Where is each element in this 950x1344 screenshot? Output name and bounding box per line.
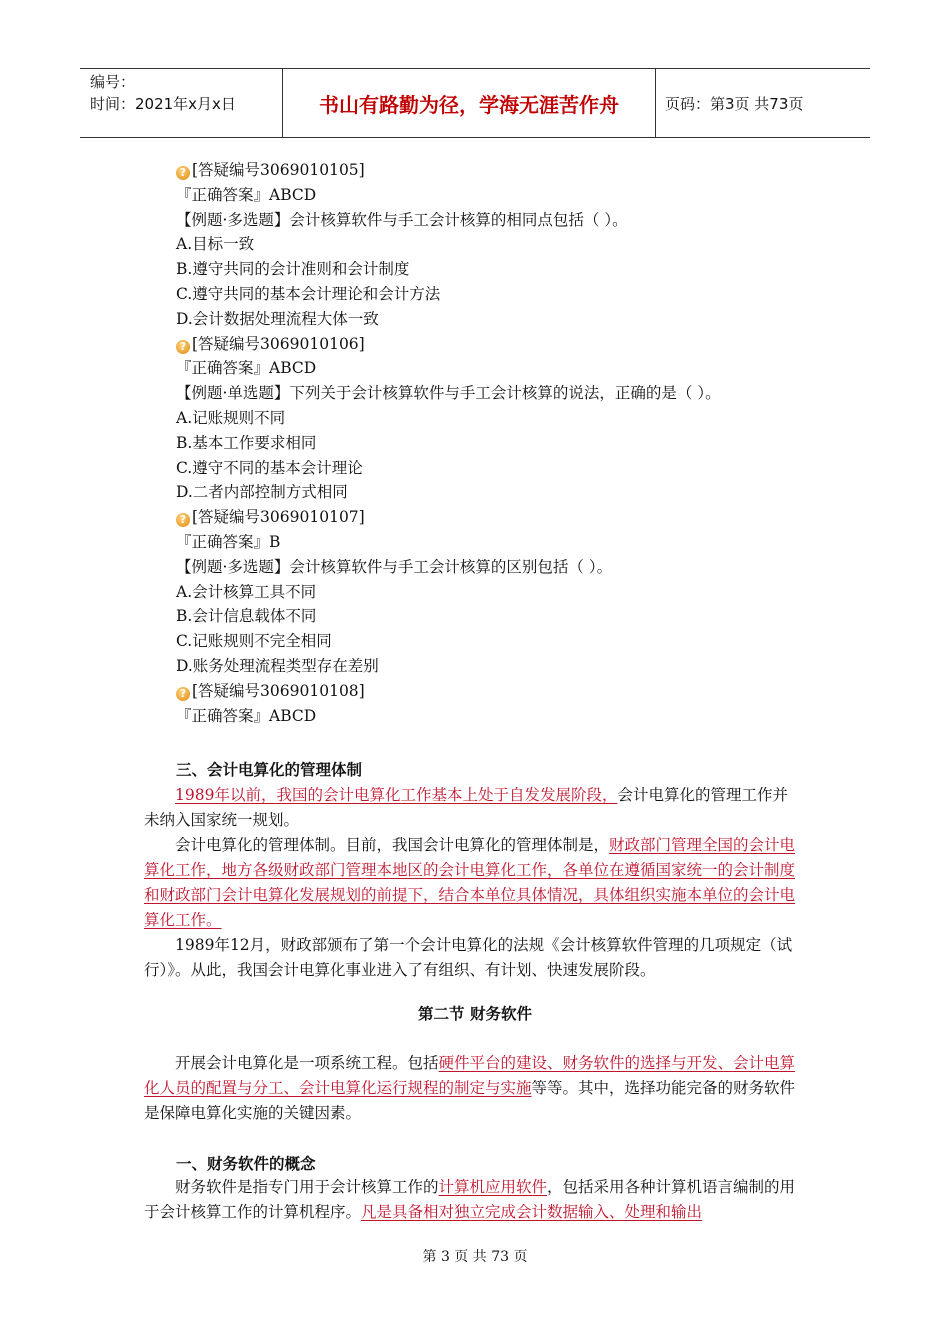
question-line	[176, 456, 816, 481]
question-line	[176, 183, 816, 208]
question-mark-icon[interactable]: ?	[176, 166, 190, 180]
question-mark-icon[interactable]: ?	[176, 687, 190, 701]
underlined-text: 财政部门管理全国的会计电算化工作，地方各级财政部门管理本地区的会计电算化工作，各单位在遵循国家统一的会计制度和财政部门会计电算化发展规划的前提下，结合本单位具体情况，具体组织实施本单位的会计电算化工作。	[144, 836, 796, 929]
question-line	[176, 257, 816, 282]
line-text: C.遵守不同的基本会计理论	[176, 458, 363, 477]
line-text: 【例题·单选题】下列关于会计核算软件与手工会计核算的说法，正确的是（ ）。	[176, 384, 721, 403]
question-line	[176, 654, 816, 679]
line-text: D.二者内部控制方式相同	[176, 483, 348, 502]
question-line	[176, 530, 816, 555]
text: 等等。其中，选择功能完备的财务软件是保障电算化实施的关键因素。	[144, 1079, 796, 1122]
text: 财务软件是指专门用于会计核算工作的	[175, 1178, 439, 1196]
question-line	[176, 480, 816, 505]
line-text: 『正确答案』ABCD	[176, 706, 317, 725]
question-line	[176, 232, 816, 257]
paragraph	[144, 833, 800, 933]
underlined-text: 硬件平台的建设、财务软件的选择与开发、会计电算化人员的配置与分工、会计电算化运行规程的制定与实施	[144, 1054, 796, 1097]
line-text: B.会计信息载体不同	[176, 607, 317, 626]
text: 会计电算化的管理体制。目前，我国会计电算化的管理体制是，	[175, 836, 610, 854]
line-text: A.会计核算工具不同	[176, 582, 317, 601]
section3-body	[144, 783, 800, 983]
question-line	[176, 580, 816, 605]
line-text: A.目标一致	[176, 235, 255, 254]
question-line	[176, 406, 816, 431]
section-heading: 一、财务软件的概念	[176, 1155, 316, 1173]
answer-id-line	[176, 505, 816, 530]
section1-body	[144, 1175, 800, 1225]
line-text: 【例题·多选题】会计核算软件与手工会计核算的相同点包括（ ）。	[176, 210, 628, 229]
paragraph: 1989年12月，财政部颁布了第一个会计电算化的法规《会计核算软件管理的几项规定（试行）》。从此，我国会计电算化事业进入了有组织、有计划、快速发展阶段。	[144, 936, 793, 979]
line-text: 【例题·多选题】会计核算软件与手工会计核算的区别包括（ ）。	[176, 557, 613, 576]
question-line	[176, 629, 816, 654]
line-text: 『正确答案』B	[176, 532, 281, 551]
text: 会计电算化的管理工作并未纳入国家统一规划。	[144, 786, 788, 829]
answer-id-line	[176, 332, 816, 357]
intro-body	[144, 1051, 800, 1126]
paragraph	[144, 1175, 800, 1225]
line-text: D.会计数据处理流程大体一致	[176, 309, 379, 328]
line-text: 『正确答案』ABCD	[176, 359, 317, 378]
header-page-number: 页码：第3页 共73页	[665, 94, 804, 113]
page-footer: 第 3 页 共 73 页	[422, 1249, 528, 1265]
text: 开展会计电算化是一项系统工程。包括	[175, 1054, 439, 1072]
underlined-text: 1989年以前，我国的会计电算化工作基本上处于自发发展阶段，	[175, 786, 618, 804]
question-line	[176, 307, 816, 332]
header-motto: 书山有路勤为径，学海无涯苦作舟	[319, 92, 619, 117]
page-header	[80, 68, 870, 138]
line-text: D.账务处理流程类型存在差别	[176, 656, 379, 675]
paragraph	[144, 783, 800, 833]
line-text: [答疑编号3069010106]	[192, 334, 365, 353]
question-line	[176, 356, 816, 381]
line-text: C.遵守共同的基本会计理论和会计方法	[176, 284, 441, 303]
line-text: [答疑编号3069010108]	[192, 681, 365, 700]
line-text: 『正确答案』ABCD	[176, 185, 317, 204]
header-meta	[80, 69, 290, 137]
question-line	[176, 604, 816, 629]
section-heading: 三、会计电算化的管理体制	[176, 761, 363, 779]
header-divider	[655, 69, 656, 137]
header-time: 时间：2021年x月x日	[90, 95, 236, 113]
line-text: B.遵守共同的会计准则和会计制度	[176, 260, 410, 279]
line-text: C.记账规则不完全相同	[176, 632, 332, 651]
answer-id-line	[176, 679, 816, 704]
line-text: [答疑编号3069010107]	[192, 508, 365, 527]
underlined-text: 凡是具备相对独立完成会计数据输入、处理和输出	[361, 1203, 703, 1221]
question-line	[176, 555, 816, 580]
question-line	[176, 704, 816, 729]
paragraph	[144, 1051, 800, 1126]
qa-list	[176, 158, 816, 728]
line-text: A.记账规则不同	[176, 408, 286, 427]
line-text: B.基本工作要求相同	[176, 433, 317, 452]
question-line	[176, 282, 816, 307]
question-mark-icon[interactable]: ?	[176, 513, 190, 527]
line-text: [答疑编号3069010105]	[192, 161, 365, 179]
question-mark-icon[interactable]: ?	[176, 340, 190, 354]
underlined-text: 计算机应用软件	[438, 1178, 548, 1196]
question-line	[176, 208, 816, 233]
question-line	[176, 381, 816, 406]
answer-id-line	[176, 158, 816, 183]
header-number: 编号：	[90, 73, 136, 91]
section-title: 第二节 财务软件	[418, 1005, 532, 1023]
text: ，包括采用各种计算机语言编制的用于会计核算工作的计算机程序。	[144, 1178, 796, 1221]
question-line	[176, 431, 816, 456]
